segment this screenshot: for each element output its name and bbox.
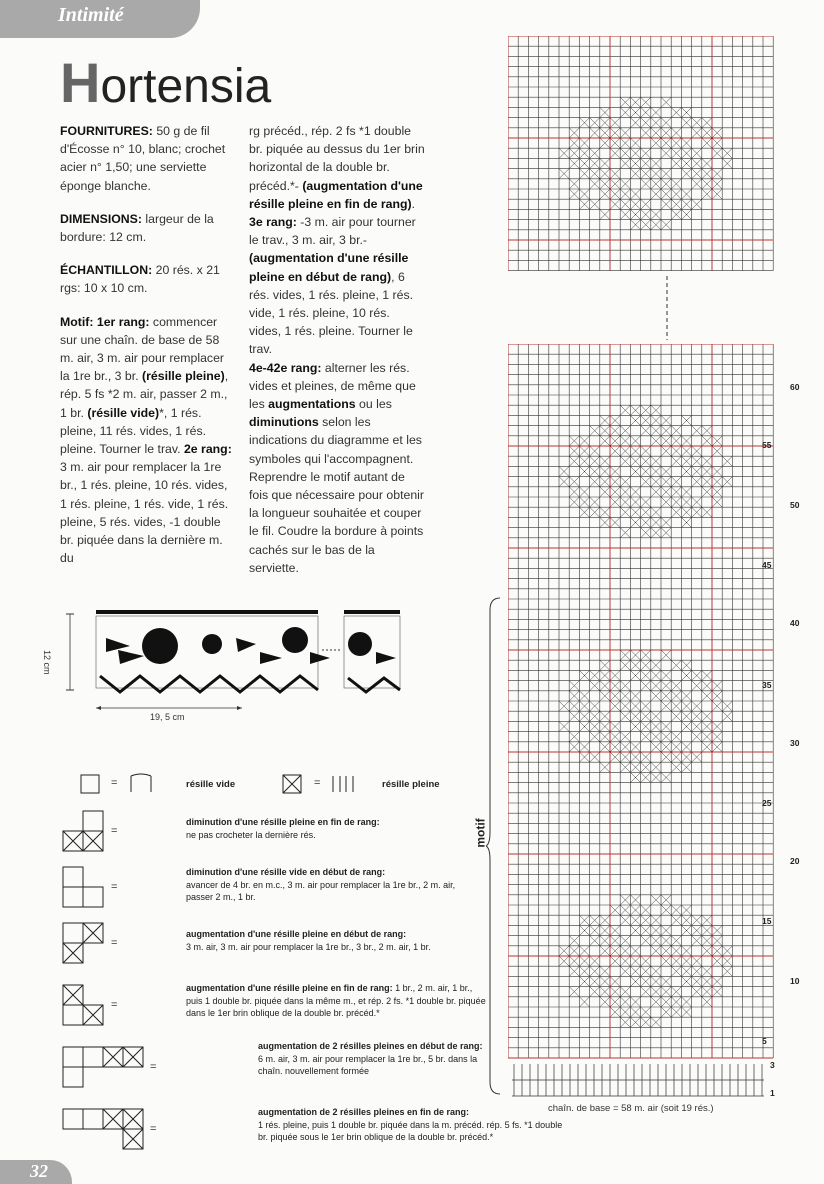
dim2-symbol bbox=[62, 866, 104, 908]
legend-aug4-title: augmentation de 2 résilles pleines en fin de rang: bbox=[258, 1107, 470, 1117]
legend-aug1 bbox=[186, 928, 476, 953]
preview-width-label: 19, 5 cm bbox=[150, 712, 185, 722]
legend-aug3-text: 6 m. air, 3 m. air pour remplacer la 1re br., 5 br. dans la chaîn. nouvellement formée bbox=[258, 1053, 478, 1076]
motif-bold: (résille pleine) bbox=[142, 369, 225, 384]
row-number: 1 bbox=[770, 1088, 775, 1098]
equals-sign: = bbox=[111, 999, 118, 1011]
preview-height-label: 12 cm bbox=[42, 650, 52, 675]
instructions-column-2 bbox=[249, 122, 425, 592]
aug3-symbol bbox=[62, 1046, 144, 1088]
motif-brace bbox=[486, 596, 502, 1096]
motif-label: Motif: 1er rang: bbox=[60, 314, 150, 329]
stitch-vide-icon bbox=[128, 772, 154, 794]
stitch-pleine-icon bbox=[330, 772, 356, 794]
legend-dim1 bbox=[186, 816, 466, 841]
instr-bold: (augmentation d'une résille pleine en début de rang) bbox=[249, 251, 409, 284]
motif-text: commencer sur une chaîn. de base de 58 m. air, 3 m. air pour remplacer la 1re br., 3 br. bbox=[60, 314, 225, 384]
page-title bbox=[60, 50, 271, 115]
legend-symbol-pleine bbox=[282, 774, 302, 794]
motif-text: 3 m. air pour remplacer la 1re br., 1 rés. pleine, 10 rés. vides, 1 rés. pleine, 1 rés. vide, 1 rés. pleine, 5 rés. vides, -1 double br. piquée dans la dernière m. du bbox=[60, 460, 229, 566]
border-preview bbox=[60, 600, 420, 730]
instr-text: -3 m. air pour tourner le trav., 3 m. air, 3 br.- bbox=[249, 215, 416, 248]
legend-dim2 bbox=[186, 866, 466, 904]
instr-bold: diminutions bbox=[249, 415, 319, 430]
legend-aug1-text: 3 m. air, 3 m. air pour remplacer la 1re br., 3 br., 2 m. air, 1 br. bbox=[186, 941, 431, 952]
instr-text: . bbox=[411, 196, 416, 211]
row-number: 45 bbox=[762, 560, 772, 570]
legend-aug4-text: 1 rés. pleine, puis 1 double br. piquée dans la m. précéd. rép. 5 fs. *1 double br. piquée sous le 1er brin oblique de la double br. précéd.* bbox=[258, 1119, 563, 1142]
instr-bold: augmentations bbox=[268, 397, 356, 412]
instr-text: rg précéd., rép. 2 fs *1 double br. piquée au dessus du 1er brin horizontal de la double br. précéd.*- bbox=[249, 124, 425, 193]
instructions-column-1 bbox=[60, 122, 232, 582]
fournitures-text: 50 g de fil d'Écosse n° 10, blanc; crochet acier n° 1,50; une serviette éponge blanche. bbox=[60, 124, 226, 193]
echantillon-label: ÉCHANTILLON: bbox=[60, 263, 153, 278]
instr-bold: (augmentation d'une résille pleine en fin de rang) bbox=[249, 178, 423, 211]
equals-sign: = bbox=[150, 1061, 157, 1073]
instr-text: alterner les rés. vides et pleines, de même que les bbox=[249, 360, 416, 412]
section-title: Intimité bbox=[58, 4, 124, 26]
dimensions-label: DIMENSIONS: bbox=[60, 211, 142, 226]
legend-pleine-label: résille pleine bbox=[382, 779, 440, 790]
row-number: 20 bbox=[790, 856, 800, 866]
equals-sign: = bbox=[314, 777, 321, 789]
legend-dim2-text: avancer de 4 br. en m.c., 3 m. air pour remplacer la 1re br., 2 m. air, passer 2 m., 1 br. bbox=[186, 879, 456, 902]
instr-text: , 6 rés. vides, 1 rés. pleine, 1 rés. vide, 1 rés. pleine, 10 rés. vides, 1 rés. pleine. Tourner le trav. bbox=[249, 269, 414, 357]
equals-sign: = bbox=[111, 825, 118, 837]
fournitures-label: FOURNITURES: bbox=[60, 124, 153, 138]
legend-aug2 bbox=[186, 982, 486, 1020]
legend-aug3-title: augmentation de 2 résilles pleines en début de rang: bbox=[258, 1041, 483, 1051]
legend-vide-label: résille vide bbox=[186, 779, 236, 790]
grid-filled-cells bbox=[559, 405, 732, 1027]
grid-lines bbox=[508, 36, 773, 271]
legend-dim2-title: diminution d'une résille vide en début de rang: bbox=[186, 867, 386, 877]
row-number: 50 bbox=[790, 500, 800, 510]
section-header bbox=[0, 0, 200, 38]
chart-base-chain bbox=[508, 1062, 768, 1098]
legend-aug2-text: 1 br., 2 m. air, 1 br., puis 1 double br. piquée dans la même m., et rép. 2 fs. *1 double br. piquée dans le 1er brin oblique de la double br. précéd.* bbox=[186, 983, 486, 1018]
row-number: 5 bbox=[762, 1036, 767, 1046]
instr-bold: 3e rang: bbox=[249, 215, 297, 230]
row-number: 15 bbox=[762, 916, 772, 926]
motif-bold: 2e rang: bbox=[183, 442, 232, 457]
equals-sign: = bbox=[111, 937, 118, 949]
row-number: 30 bbox=[790, 738, 800, 748]
motif-text: , rép. 5 fs *2 m. air, passer 2 m., 1 br. bbox=[60, 369, 229, 420]
row-number: 3 bbox=[770, 1060, 775, 1070]
aug4-symbol bbox=[62, 1108, 144, 1150]
motif-text: *, 1 rés. pleine, 11 rés. vides, 1 rés. pleine. Tourner le trav. bbox=[60, 405, 207, 457]
instr-bold: 4e-42e rang: bbox=[249, 360, 322, 375]
page-number: 32 bbox=[30, 1161, 48, 1181]
instr-text: ou les bbox=[355, 397, 392, 412]
legend-aug4 bbox=[258, 1106, 568, 1144]
chart-continuation-line bbox=[664, 276, 670, 340]
equals-sign: = bbox=[150, 1123, 157, 1135]
legend-aug2-title: augmentation d'une résille pleine en fin de rang: bbox=[186, 983, 393, 993]
page-number-tab bbox=[0, 1160, 72, 1184]
base-chain-label: chaîn. de base = 58 m. air (soit 19 rés.) bbox=[548, 1103, 714, 1114]
row-number: 35 bbox=[762, 680, 772, 690]
legend-dim1-text: ne pas crocheter la dernière rés. bbox=[186, 829, 316, 840]
equals-sign: = bbox=[111, 881, 118, 893]
title-initial: H bbox=[60, 51, 101, 114]
grid-filled-cells bbox=[559, 97, 732, 230]
legend-aug1-title: augmentation d'une résille pleine en début de rang: bbox=[186, 929, 407, 939]
row-number: 40 bbox=[790, 618, 800, 628]
row-number: 25 bbox=[762, 798, 772, 808]
equals-sign: = bbox=[111, 777, 118, 789]
title-rest: ortensia bbox=[100, 60, 272, 113]
legend-dim1-title: diminution d'une résille pleine en fin de rang: bbox=[186, 817, 380, 827]
row-number: 10 bbox=[790, 976, 800, 986]
row-number: 55 bbox=[762, 440, 772, 450]
aug2-symbol bbox=[62, 984, 104, 1026]
chart-grid-main bbox=[508, 344, 804, 1064]
motif-label: motif bbox=[473, 818, 488, 848]
motif-bold: (résille vide) bbox=[87, 405, 160, 420]
echantillon-text: 20 rés. x 21 rgs: 10 x 10 cm. bbox=[60, 263, 220, 296]
dim1-symbol bbox=[62, 810, 104, 852]
dimensions-text: largeur de la bordure: 12 cm. bbox=[60, 211, 214, 245]
instr-text: selon les indications du diagramme et les symboles qui l'accompagnent. Reprendre le motif autant de fois que nécessaire pour obtenir la longueur souhaitée et couper le fil. Coudre la bordure à points cachés sur le bas de la serviette. bbox=[249, 415, 424, 575]
row-number: 60 bbox=[790, 382, 800, 392]
aug1-symbol bbox=[62, 922, 104, 964]
legend-symbol-vide bbox=[80, 774, 100, 794]
chart-grid-top bbox=[508, 36, 804, 272]
legend-aug3 bbox=[258, 1040, 488, 1078]
